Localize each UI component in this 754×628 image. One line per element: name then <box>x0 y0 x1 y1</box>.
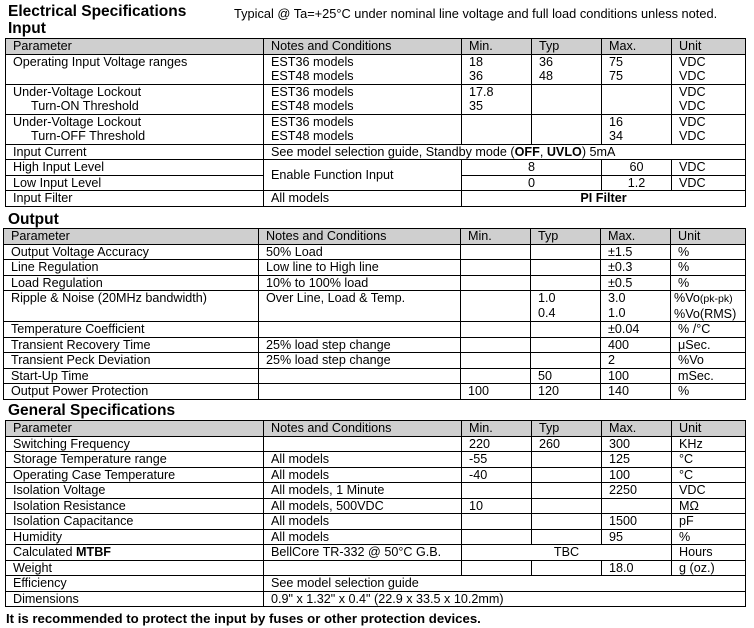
cell-min <box>462 514 532 530</box>
cell-line <box>609 99 671 114</box>
cell-param: Low Input Level <box>6 175 264 191</box>
cell-param: Input Current <box>6 144 264 160</box>
cell-line: 18 <box>469 54 484 69</box>
cell-param: Isolation Resistance <box>6 498 264 514</box>
cell-notes: All models <box>264 467 462 483</box>
cell-line: EST36 models <box>271 114 354 129</box>
cell-unit: % <box>672 529 746 545</box>
mtbf-label: Calculated <box>13 545 77 559</box>
cell-max <box>601 291 671 322</box>
cell-typ <box>532 452 602 468</box>
cell-unit: KHz <box>672 436 746 452</box>
cell-max: 125 <box>602 452 672 468</box>
cell-line: EST36 models <box>271 84 354 99</box>
cell-unit: % /°C <box>671 322 746 338</box>
cell-param: Temperature Coefficient <box>4 322 259 338</box>
input-heading: Input <box>8 20 46 37</box>
cell-line: 17.8 <box>469 84 494 99</box>
input-current-text: , <box>539 144 547 159</box>
cell-line: 36 <box>469 69 484 83</box>
cell-notes: Enable Function Input <box>264 160 462 191</box>
table-row <box>4 353 746 369</box>
cell-unit <box>672 84 746 114</box>
cell-max: 95 <box>602 529 672 545</box>
table-row <box>6 576 746 592</box>
cell-param: Operating Case Temperature <box>6 467 264 483</box>
cell-typ <box>532 529 602 545</box>
cell-typ <box>532 498 602 514</box>
cell-unit: MΩ <box>672 498 746 514</box>
cell-line <box>674 291 745 307</box>
cell-line: 34 <box>609 129 624 143</box>
cell-max: 100 <box>602 467 672 483</box>
cell-max: 300 <box>602 436 672 452</box>
table-row <box>6 545 746 561</box>
cell-line <box>539 85 601 100</box>
column-header: Notes and Conditions <box>264 421 462 437</box>
column-header: Notes and Conditions <box>259 229 461 245</box>
cell-notes <box>259 322 461 338</box>
column-header: Parameter <box>6 39 264 55</box>
cell-min: 220 <box>462 436 532 452</box>
cell-line: 48 <box>539 69 554 83</box>
cell-line: EST48 models <box>271 129 354 143</box>
cell-param: Output Voltage Accuracy <box>4 244 259 260</box>
cell-line: Operating Input Voltage ranges <box>13 54 188 69</box>
cell-line: Turn-ON Threshold <box>31 99 139 113</box>
cell-max: 60 <box>602 160 672 176</box>
cell-notes: See model selection guide <box>264 576 746 592</box>
cell-notes <box>264 54 462 84</box>
cell-param: Load Regulation <box>4 275 259 291</box>
general-heading: General Specifications <box>8 402 176 419</box>
table-row <box>6 160 746 176</box>
cell-line: EST48 models <box>271 99 354 113</box>
table-row <box>4 244 746 260</box>
cell-line: 1.0 <box>538 291 556 305</box>
table-row <box>4 384 746 400</box>
cell-param: High Input Level <box>6 160 264 176</box>
cell-typ <box>531 322 601 338</box>
cell-line: 75 <box>609 54 624 69</box>
cell-line: 0.4 <box>538 305 556 320</box>
cell-notes <box>259 384 461 400</box>
table-row <box>4 368 746 384</box>
cell-notes <box>264 144 746 160</box>
cell-typ <box>531 337 601 353</box>
cell-min <box>461 322 531 338</box>
cell-notes: 10% to 100% load <box>259 275 461 291</box>
input-current-text: UVLO <box>546 144 582 159</box>
page-title: Electrical Specifications <box>8 3 187 20</box>
cell-param: Ripple & Noise (20MHz bandwidth) <box>4 291 259 322</box>
table-row <box>6 498 746 514</box>
table-row <box>6 191 746 207</box>
cell-line: 16 <box>609 114 624 129</box>
cell-param: Humidity <box>6 529 264 545</box>
cell-notes: All models <box>264 529 462 545</box>
cell-notes: All models, 500VDC <box>264 498 462 514</box>
cell-max: 1.2 <box>602 175 672 191</box>
cell-min <box>462 54 532 84</box>
column-header: Typ <box>531 229 601 245</box>
table-header-row <box>6 39 746 55</box>
column-header: Unit <box>671 229 746 245</box>
cell-unit: pF <box>672 514 746 530</box>
cell-notes <box>264 114 462 144</box>
cell-unit: %Vo <box>671 353 746 369</box>
cell-unit: % <box>671 244 746 260</box>
cell-max <box>602 114 672 144</box>
cell-min <box>461 291 531 322</box>
cell-notes: All models <box>264 191 462 207</box>
cell-unit: μSec. <box>671 337 746 353</box>
cell-notes <box>264 84 462 114</box>
cell-max: 2 <box>601 353 671 369</box>
mtbf-abbrev: MTBF <box>76 545 111 559</box>
cell-notes <box>264 560 462 576</box>
cell-line <box>539 115 601 130</box>
cell-param: Efficiency <box>6 576 264 592</box>
table-row <box>6 560 746 576</box>
table-row <box>4 322 746 338</box>
cell-line: VDC <box>679 114 706 129</box>
cell-param: Switching Frequency <box>6 436 264 452</box>
cell-min: -40 <box>462 467 532 483</box>
input-current-text: ) 5mA <box>581 144 616 159</box>
table-row <box>4 337 746 353</box>
table-header-row <box>6 421 746 437</box>
cell-typ <box>531 275 601 291</box>
table-row <box>6 467 746 483</box>
cell-max: 1500 <box>602 514 672 530</box>
cell-max <box>602 54 672 84</box>
cell-param: Isolation Capacitance <box>6 514 264 530</box>
cell-typ: 50 <box>531 368 601 384</box>
cell-notes: All models <box>264 514 462 530</box>
cell-param: Output Power Protection <box>4 384 259 400</box>
cell-min <box>462 529 532 545</box>
cell-max: ±0.04 <box>601 322 671 338</box>
cell-line: 35 <box>469 99 484 113</box>
table-row <box>4 291 746 322</box>
table-row <box>6 591 746 607</box>
cell-min <box>462 84 532 114</box>
cell-typ <box>532 84 602 114</box>
table-row <box>4 275 746 291</box>
table-row <box>6 452 746 468</box>
column-header: Unit <box>672 39 746 55</box>
cell-typ <box>532 114 602 144</box>
cell-unit <box>672 114 746 144</box>
cell-unit: °C <box>672 452 746 468</box>
unit-suffix: (pk-pk) <box>699 293 733 305</box>
cell-min: 8 <box>462 160 602 176</box>
column-header: Notes and Conditions <box>264 39 462 55</box>
cell-min <box>461 337 531 353</box>
unit-text: %Vo <box>674 291 700 305</box>
cell-notes: 25% load step change <box>259 353 461 369</box>
cell-min: -55 <box>462 452 532 468</box>
protection-footnote: It is recommended to protect the input by fuses or other protection devices. <box>6 611 481 626</box>
cell-min <box>461 260 531 276</box>
column-header: Parameter <box>4 229 259 245</box>
cell-line: 1.0 <box>608 305 626 320</box>
cell-unit: Hours <box>672 545 746 561</box>
table-row <box>4 260 746 276</box>
cell-max: 18.0 <box>602 560 672 576</box>
cell-notes <box>259 368 461 384</box>
cell-line: VDC <box>679 99 706 113</box>
cell-min <box>461 244 531 260</box>
cell-typ <box>531 353 601 369</box>
cell-unit: % <box>671 384 746 400</box>
column-header: Max. <box>602 421 672 437</box>
cell-line: Turn-OFF Threshold <box>31 129 146 143</box>
table-row <box>6 514 746 530</box>
cell-param: Line Regulation <box>4 260 259 276</box>
cell-unit: % <box>671 275 746 291</box>
cell-notes: Low line to High line <box>259 260 461 276</box>
cell-unit: g (oz.) <box>672 560 746 576</box>
cell-typ <box>532 514 602 530</box>
output-table <box>3 228 746 400</box>
input-current-text: OFF <box>514 144 540 159</box>
cell-param: Start-Up Time <box>4 368 259 384</box>
cell-min: 10 <box>462 498 532 514</box>
cell-notes: All models, 1 Minute <box>264 483 462 499</box>
cell-max: 2250 <box>602 483 672 499</box>
table-row <box>6 144 746 160</box>
table-header-row <box>4 229 746 245</box>
cell-param: Dimensions <box>6 591 264 607</box>
column-header: Typ <box>532 39 602 55</box>
cell-typ: 260 <box>532 436 602 452</box>
cell-max: ±0.3 <box>601 260 671 276</box>
cell-line: VDC <box>679 69 706 83</box>
column-header: Min. <box>462 39 532 55</box>
cell-min <box>462 483 532 499</box>
column-header: Typ <box>532 421 602 437</box>
table-row <box>6 54 746 84</box>
cell-typ <box>531 260 601 276</box>
cell-typ <box>532 467 602 483</box>
cell-param: Isolation Voltage <box>6 483 264 499</box>
conditions-note: Typical @ Ta=+25°C under nominal line voltage and full load conditions unless noted. <box>234 6 718 21</box>
cell-typ <box>532 483 602 499</box>
cell-param <box>6 84 264 114</box>
cell-line: VDC <box>679 129 706 143</box>
column-header: Max. <box>601 229 671 245</box>
cell-line: Under-Voltage Lockout <box>13 84 142 99</box>
column-header: Parameter <box>6 421 264 437</box>
cell-unit: °C <box>672 467 746 483</box>
cell-unit: mSec. <box>671 368 746 384</box>
cell-line: 75 <box>609 69 624 83</box>
input-table <box>5 38 746 207</box>
cell-typ <box>532 560 602 576</box>
cell-line: EST48 models <box>271 69 354 83</box>
cell-param <box>6 54 264 84</box>
column-header: Min. <box>462 421 532 437</box>
cell-unit: VDC <box>672 160 746 176</box>
cell-line: VDC <box>679 54 706 69</box>
input-current-text: See model selection guide, Standby mode ( <box>271 144 515 159</box>
general-table <box>5 420 746 607</box>
output-heading: Output <box>8 211 59 228</box>
table-row <box>6 529 746 545</box>
cell-param: Transient Peck Deviation <box>4 353 259 369</box>
cell-unit: VDC <box>672 175 746 191</box>
cell-line <box>539 99 601 114</box>
cell-notes: BellCore TR-332 @ 50°C G.B. <box>264 545 462 561</box>
cell-unit <box>671 291 746 322</box>
cell-notes: 50% Load <box>259 244 461 260</box>
cell-line: Under-Voltage Lockout <box>13 114 142 129</box>
cell-typ <box>531 291 601 322</box>
cell-min <box>461 368 531 384</box>
cell-max: ±0.5 <box>601 275 671 291</box>
cell-value: TBC <box>462 545 672 561</box>
cell-line: 36 <box>539 54 554 69</box>
column-header: Min. <box>461 229 531 245</box>
cell-unit <box>672 54 746 84</box>
cell-typ <box>532 54 602 84</box>
cell-line: %Vo(RMS) <box>674 306 737 321</box>
column-header: Unit <box>672 421 746 437</box>
cell-notes: 0.9" x 1.32" x 0.4" (22.9 x 33.5 x 10.2mm) <box>264 591 746 607</box>
cell-line <box>469 129 531 144</box>
cell-max: ±1.5 <box>601 244 671 260</box>
cell-notes: 25% load step change <box>259 337 461 353</box>
cell-notes: All models <box>264 452 462 468</box>
cell-typ: 120 <box>531 384 601 400</box>
cell-line <box>469 115 531 130</box>
cell-typ <box>531 244 601 260</box>
column-header: Max. <box>602 39 672 55</box>
table-row <box>6 114 746 144</box>
cell-line <box>609 85 671 100</box>
table-row <box>6 483 746 499</box>
cell-unit: VDC <box>672 483 746 499</box>
cell-notes <box>264 436 462 452</box>
cell-line: 3.0 <box>608 291 626 305</box>
cell-line <box>539 129 601 144</box>
cell-param: Transient Recovery Time <box>4 337 259 353</box>
cell-max <box>602 498 672 514</box>
cell-max <box>602 84 672 114</box>
cell-min <box>461 353 531 369</box>
cell-line: VDC <box>679 84 706 99</box>
cell-notes: Over Line, Load & Temp. <box>259 291 461 322</box>
cell-min: 100 <box>461 384 531 400</box>
cell-unit: % <box>671 260 746 276</box>
cell-max: 140 <box>601 384 671 400</box>
cell-param: Weight <box>6 560 264 576</box>
cell-param: Storage Temperature range <box>6 452 264 468</box>
cell-filter: PI Filter <box>462 191 746 207</box>
table-row <box>6 84 746 114</box>
cell-param <box>6 545 264 561</box>
cell-min <box>461 275 531 291</box>
cell-line: EST36 models <box>271 54 354 69</box>
table-row <box>6 436 746 452</box>
cell-max: 400 <box>601 337 671 353</box>
cell-min <box>462 560 532 576</box>
cell-min: 0 <box>462 175 602 191</box>
cell-max: 100 <box>601 368 671 384</box>
cell-min <box>462 114 532 144</box>
cell-param <box>6 114 264 144</box>
cell-param: Input Filter <box>6 191 264 207</box>
